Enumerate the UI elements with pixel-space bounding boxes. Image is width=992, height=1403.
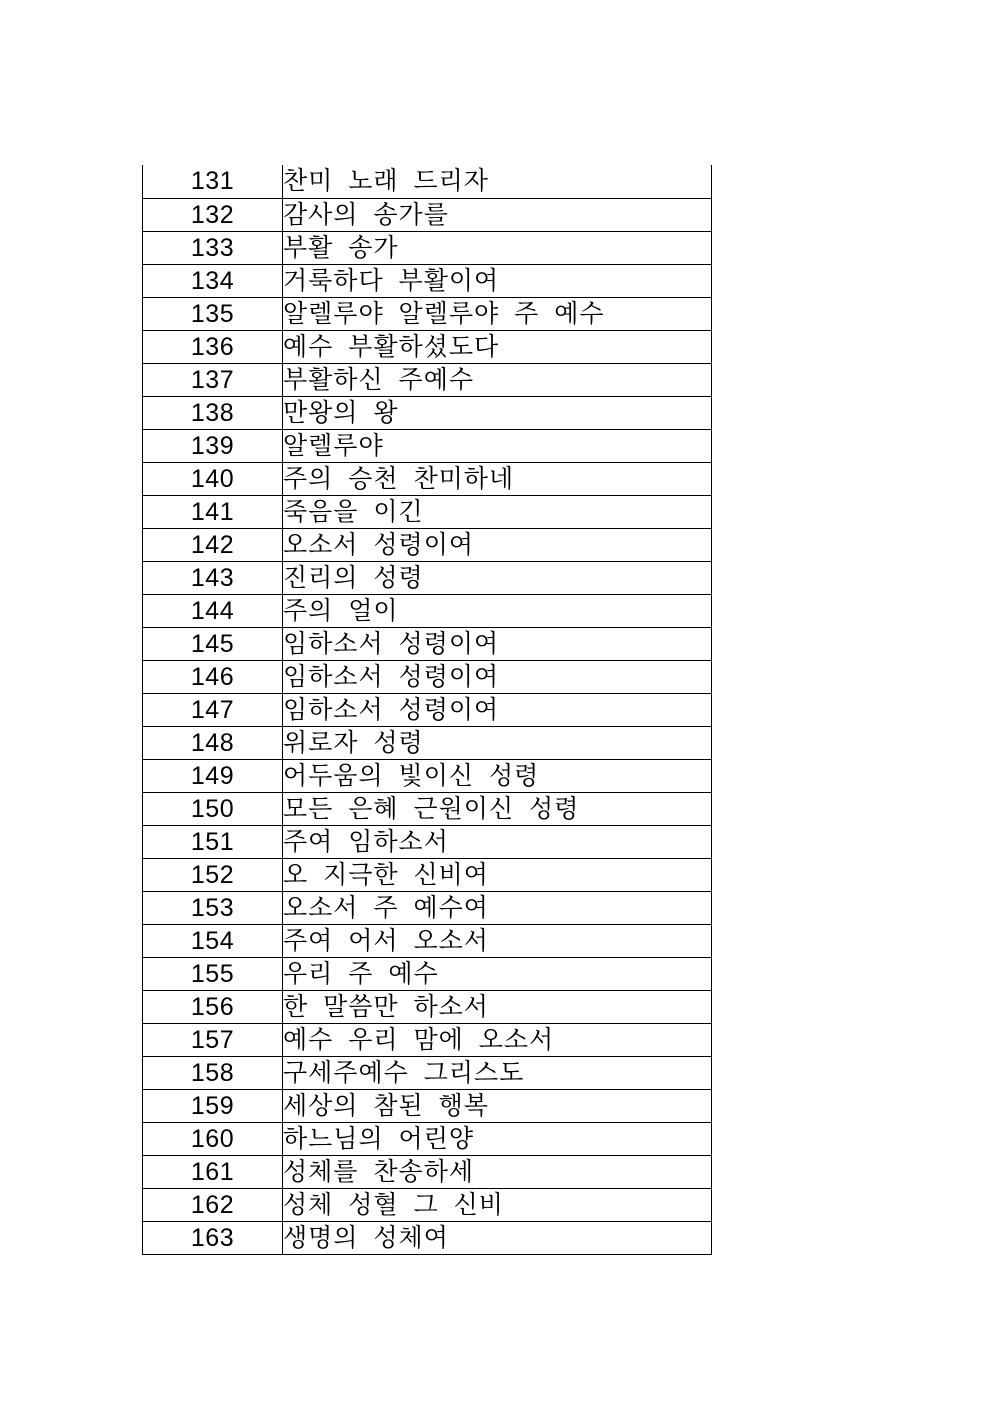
hymn-title: 주여 어서 오소서 — [283, 924, 712, 957]
hymn-title: 알렐루야 알렐루야 주 예수 — [283, 297, 712, 330]
table-row — [143, 1221, 712, 1254]
table-row — [143, 1122, 712, 1155]
hymn-title: 예수 우리 맘에 오소서 — [283, 1023, 712, 1056]
hymn-title: 우리 주 예수 — [283, 957, 712, 990]
hymn-number: 136 — [143, 330, 283, 363]
hymn-number: 133 — [143, 231, 283, 264]
hymn-number: 163 — [143, 1221, 283, 1254]
hymn-number: 138 — [143, 396, 283, 429]
table-row — [143, 792, 712, 825]
hymn-number: 155 — [143, 957, 283, 990]
hymn-number: 131 — [143, 165, 283, 198]
hymn-number: 148 — [143, 726, 283, 759]
hymn-title: 구세주예수 그리스도 — [283, 1056, 712, 1089]
table-row — [143, 825, 712, 858]
hymn-number: 140 — [143, 462, 283, 495]
table-row — [143, 759, 712, 792]
hymn-title: 임하소서 성령이여 — [283, 660, 712, 693]
hymn-title: 오 지극한 신비여 — [283, 858, 712, 891]
table-row — [143, 264, 712, 297]
table-row — [143, 330, 712, 363]
hymn-title: 한 말씀만 하소서 — [283, 990, 712, 1023]
hymn-number: 147 — [143, 693, 283, 726]
table-row — [143, 1155, 712, 1188]
hymn-title: 예수 부활하셨도다 — [283, 330, 712, 363]
hymn-title: 임하소서 성령이여 — [283, 627, 712, 660]
hymn-number: 135 — [143, 297, 283, 330]
hymn-title: 오소서 주 예수여 — [283, 891, 712, 924]
table-row — [143, 495, 712, 528]
hymn-title: 모든 은혜 근원이신 성령 — [283, 792, 712, 825]
table-row — [143, 594, 712, 627]
hymn-number: 151 — [143, 825, 283, 858]
table-row — [143, 528, 712, 561]
table-row — [143, 198, 712, 231]
hymn-number: 156 — [143, 990, 283, 1023]
hymn-number: 160 — [143, 1122, 283, 1155]
hymn-number: 139 — [143, 429, 283, 462]
hymn-number: 158 — [143, 1056, 283, 1089]
hymn-number: 161 — [143, 1155, 283, 1188]
hymn-title: 만왕의 왕 — [283, 396, 712, 429]
hymn-title: 진리의 성령 — [283, 561, 712, 594]
table-row — [143, 990, 712, 1023]
hymn-title: 하느님의 어린양 — [283, 1122, 712, 1155]
table-row — [143, 429, 712, 462]
hymn-number: 143 — [143, 561, 283, 594]
hymn-number: 153 — [143, 891, 283, 924]
hymn-title: 거룩하다 부활이여 — [283, 264, 712, 297]
hymn-number: 137 — [143, 363, 283, 396]
table-row — [143, 660, 712, 693]
table-row — [143, 693, 712, 726]
hymn-title: 주의 얼이 — [283, 594, 712, 627]
table-row — [143, 957, 712, 990]
table-row — [143, 462, 712, 495]
hymn-title: 주여 임하소서 — [283, 825, 712, 858]
table-row — [143, 627, 712, 660]
hymn-title: 찬미 노래 드리자 — [283, 165, 712, 198]
hymn-table-body — [143, 165, 712, 1254]
table-row — [143, 231, 712, 264]
table-row — [143, 363, 712, 396]
hymn-title: 알렐루야 — [283, 429, 712, 462]
table-row — [143, 561, 712, 594]
hymn-title: 어두움의 빛이신 성령 — [283, 759, 712, 792]
hymn-number: 146 — [143, 660, 283, 693]
hymn-number: 152 — [143, 858, 283, 891]
hymn-number: 132 — [143, 198, 283, 231]
hymn-number: 162 — [143, 1188, 283, 1221]
hymn-number: 145 — [143, 627, 283, 660]
hymn-title: 주의 승천 찬미하네 — [283, 462, 712, 495]
hymn-title: 죽음을 이긴 — [283, 495, 712, 528]
hymn-number: 150 — [143, 792, 283, 825]
hymn-title: 세상의 참된 행복 — [283, 1089, 712, 1122]
hymn-title: 생명의 성체여 — [283, 1221, 712, 1254]
table-row — [143, 165, 712, 198]
hymn-number: 141 — [143, 495, 283, 528]
hymn-number: 142 — [143, 528, 283, 561]
hymn-title: 부활 송가 — [283, 231, 712, 264]
table-row — [143, 396, 712, 429]
hymn-number: 144 — [143, 594, 283, 627]
hymn-title: 위로자 성령 — [283, 726, 712, 759]
table-row — [143, 1056, 712, 1089]
hymn-number: 159 — [143, 1089, 283, 1122]
hymn-table — [142, 165, 712, 1255]
hymn-number: 157 — [143, 1023, 283, 1056]
hymn-title: 감사의 송가를 — [283, 198, 712, 231]
hymn-number: 134 — [143, 264, 283, 297]
table-row — [143, 726, 712, 759]
table-row — [143, 1188, 712, 1221]
hymn-title: 성체를 찬송하세 — [283, 1155, 712, 1188]
table-row — [143, 891, 712, 924]
table-row — [143, 1023, 712, 1056]
hymn-title: 성체 성혈 그 신비 — [283, 1188, 712, 1221]
hymn-title: 오소서 성령이여 — [283, 528, 712, 561]
hymn-number: 154 — [143, 924, 283, 957]
table-row — [143, 924, 712, 957]
hymn-title: 부활하신 주예수 — [283, 363, 712, 396]
hymn-title: 임하소서 성령이여 — [283, 693, 712, 726]
hymn-number: 149 — [143, 759, 283, 792]
hymn-list-page — [142, 165, 711, 1255]
table-row — [143, 297, 712, 330]
table-row — [143, 1089, 712, 1122]
table-row — [143, 858, 712, 891]
